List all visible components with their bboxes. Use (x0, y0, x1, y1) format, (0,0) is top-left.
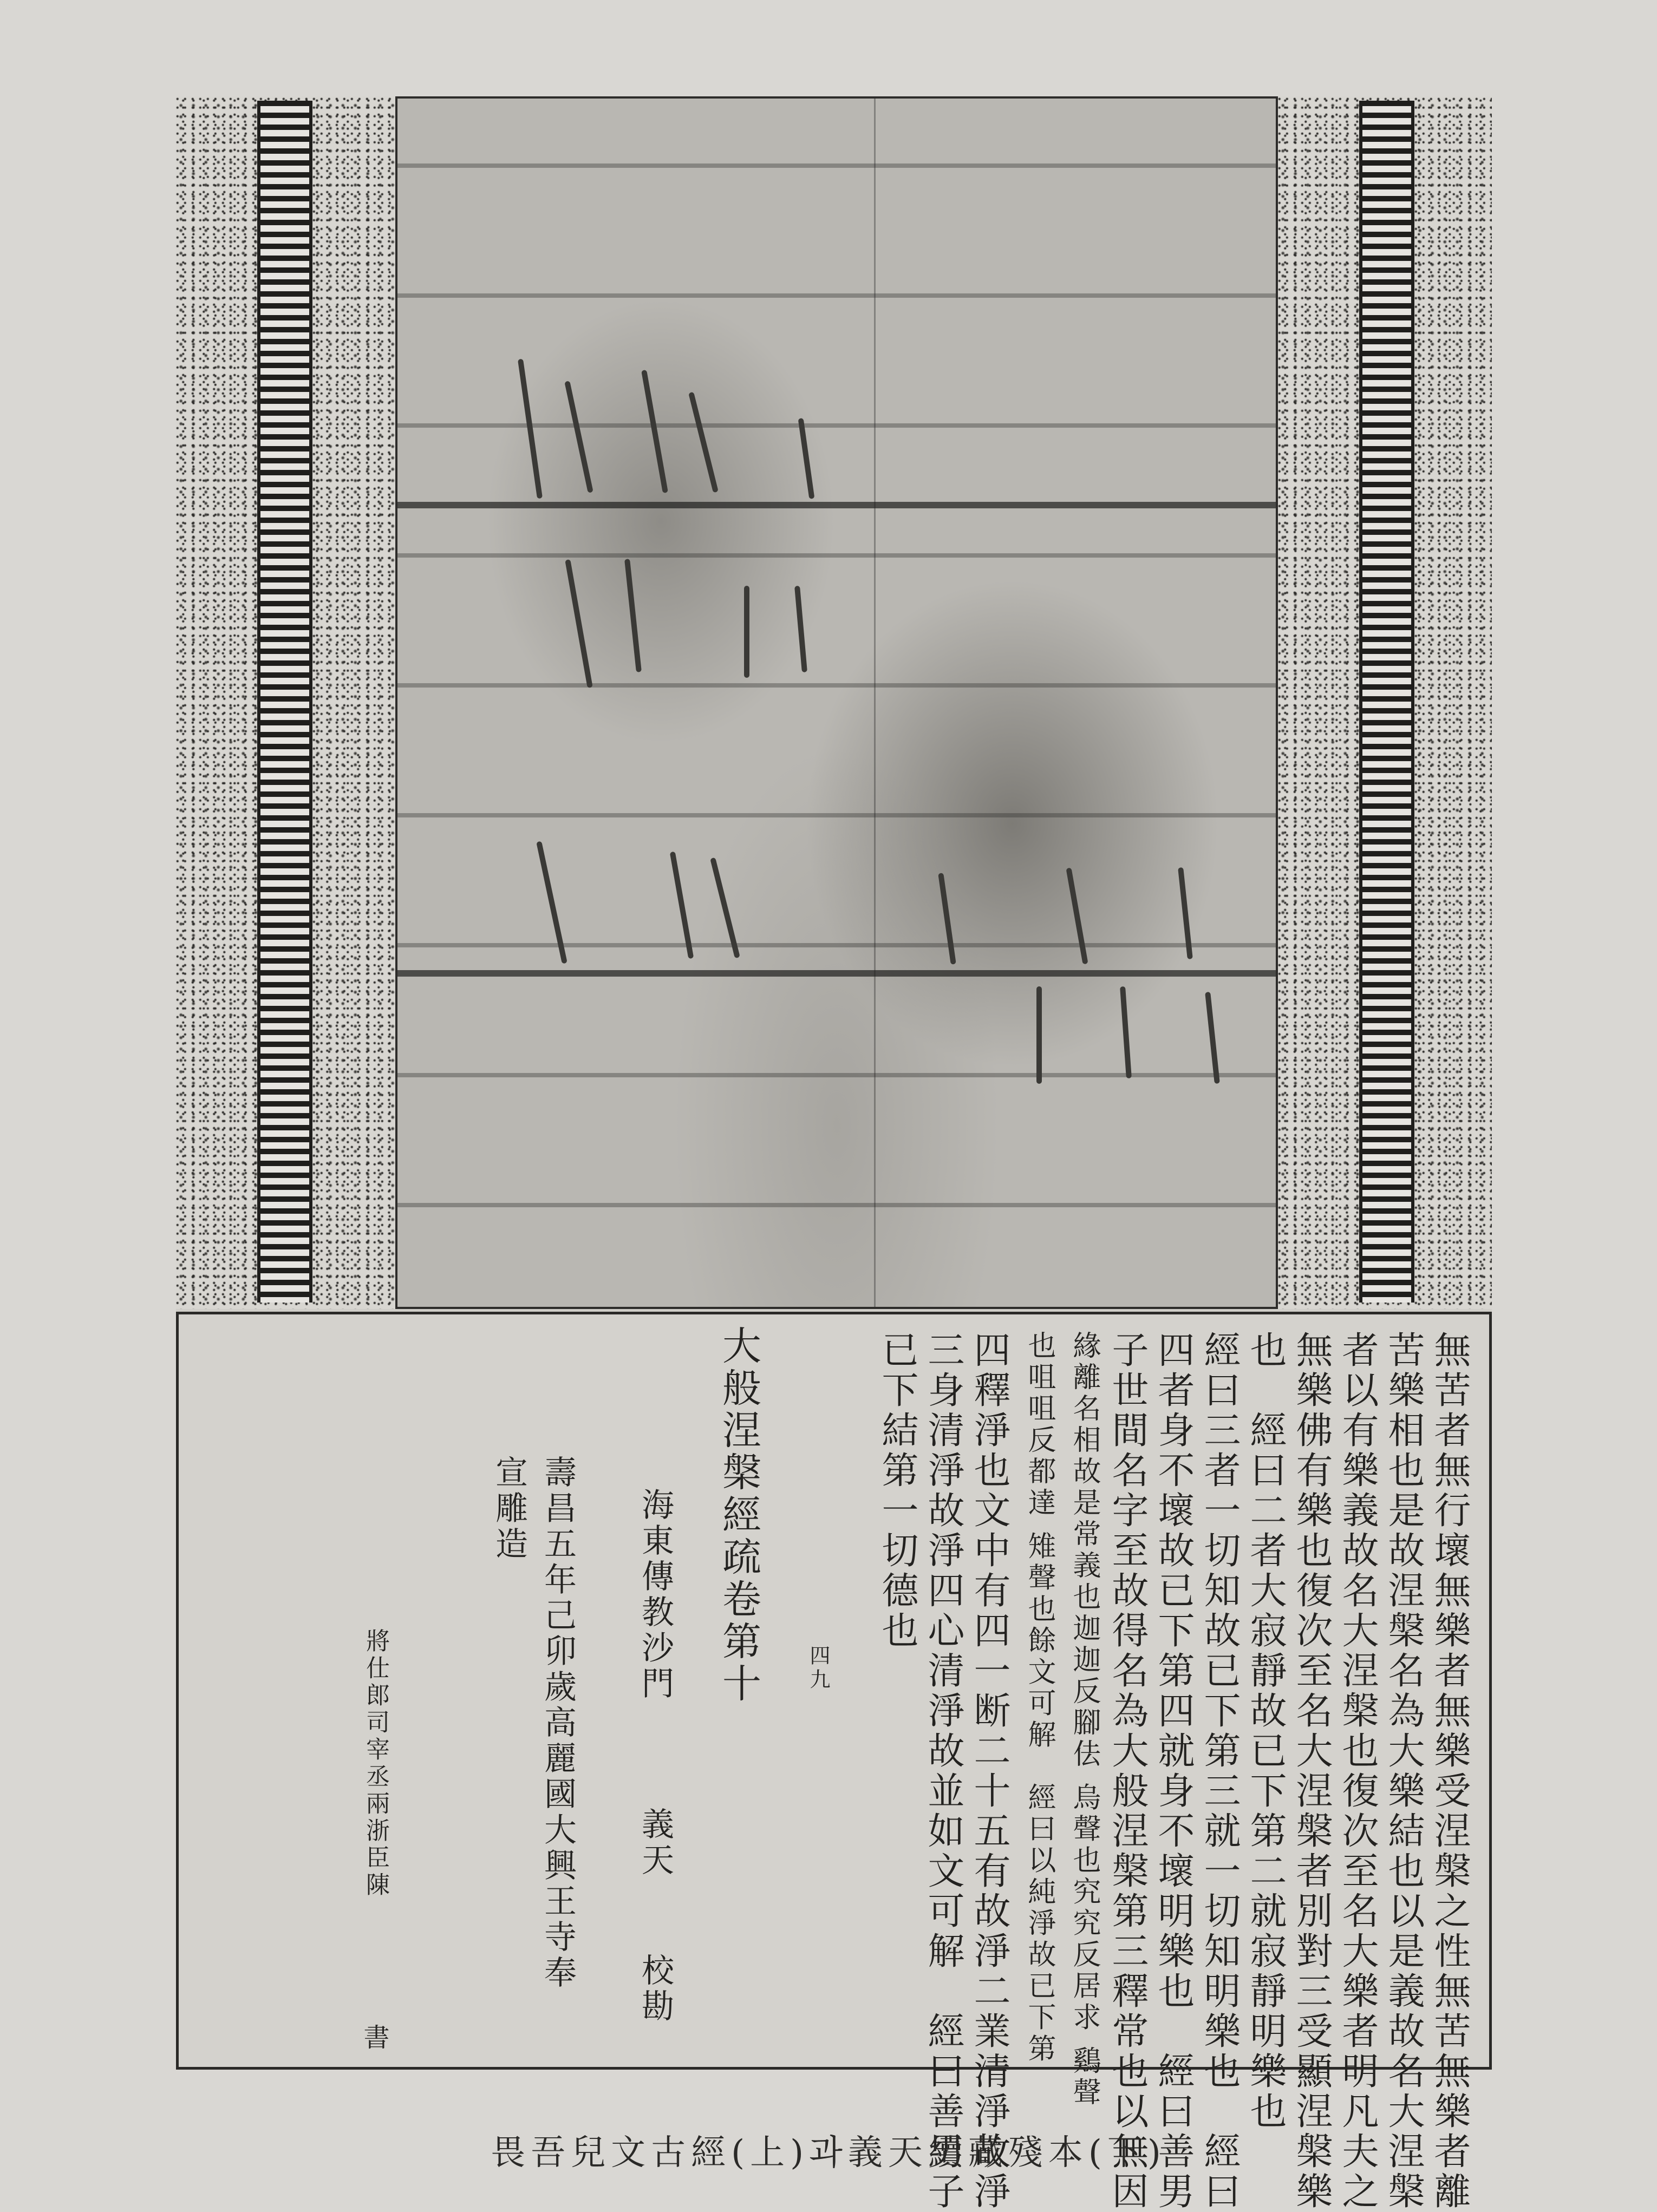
author-line: 海東傳教沙門 (636, 1488, 674, 1702)
script-stroke (1066, 867, 1088, 964)
left-ladder-rule (257, 101, 312, 1303)
script-stroke (641, 370, 668, 493)
script-stroke (565, 559, 593, 688)
text-column: 苦樂相也是故涅槃名為大樂結也以是義故名大涅槃 (1382, 1331, 1425, 2212)
text-column: 也咀咀反都達 雉聲也餘文可解 經曰以純淨故已下第 (1023, 1331, 1055, 2065)
colophon-end: 宣雕造 (490, 1455, 528, 1562)
text-column: 子世間名字至故得名為大般涅槃第三釋常也以無因 (1106, 1331, 1149, 2212)
script-stroke (798, 418, 815, 499)
script-stroke (670, 852, 694, 959)
text-column: 者以有樂義故名大涅槃也復次至名大樂者明凡夫之 (1336, 1331, 1379, 2212)
colophon-date: 壽昌五年己卯歲高麗國大興王寺奉 (539, 1455, 577, 1991)
sutra-title: 大般涅槃經疏卷第十 (716, 1325, 761, 1705)
script-stroke (1120, 986, 1132, 1078)
script-stroke (710, 858, 740, 959)
script-stroke (1036, 986, 1042, 1084)
manuscript-rule (397, 970, 1276, 977)
text-column: 三身清淨故淨四心清淨故並如文可解 經曰善男子 (922, 1331, 964, 2212)
text-column: 緣離名相故是常義也迦迦反腳佉 烏聲也究究反居求 鷄聲 (1068, 1331, 1100, 2109)
text-column: 四釋淨也文中有四一断二十五有故淨二業清淨故淨 (968, 1331, 1010, 2212)
script-stroke (1205, 992, 1220, 1084)
script-stroke (1178, 867, 1193, 959)
author-name: 義天 (636, 1807, 674, 1879)
script-stroke (688, 392, 719, 493)
right-ladder-rule (1359, 101, 1414, 1303)
script-stroke (536, 841, 567, 964)
text-column: 無樂佛有樂也復次至名大涅槃者別對三受顯涅槃樂 (1290, 1331, 1333, 2212)
figure-caption: 畏吾兒文古經(上)과義天續藏殘本(下) (491, 2133, 1166, 2173)
manuscript-fold-line (874, 99, 876, 1307)
script-stroke (794, 586, 807, 672)
text-column: 四者身不壞故已下第四就身不壞明樂也 經曰善男 (1152, 1331, 1195, 2212)
script-stroke (744, 586, 749, 678)
text-column: 也 經曰二者大寂靜故已下第二就寂靜明樂也 (1244, 1331, 1287, 2132)
page-mark: 四九 (806, 1645, 830, 1692)
engraver-credit: 將仕郎司宰丞兩浙臣陳 (362, 1628, 389, 1899)
uyghur-manuscript-photo (395, 96, 1278, 1309)
script-stroke (624, 559, 642, 672)
collation-label: 校勘 (636, 1953, 674, 2025)
engraver-credit-end: 書 (359, 2024, 389, 2053)
script-stroke (938, 873, 956, 965)
text-column: 已下結第一切德也 (876, 1331, 918, 1651)
text-column: 無苦者無行壞無樂者無樂受涅槃之性無苦無樂者離 (1428, 1331, 1471, 2212)
script-stroke (564, 381, 593, 493)
manuscript-rule (397, 502, 1276, 508)
script-stroke (518, 359, 543, 499)
text-column: 經曰三者一切知故已下第三就一切知明樂也 經曰 (1198, 1331, 1241, 2212)
